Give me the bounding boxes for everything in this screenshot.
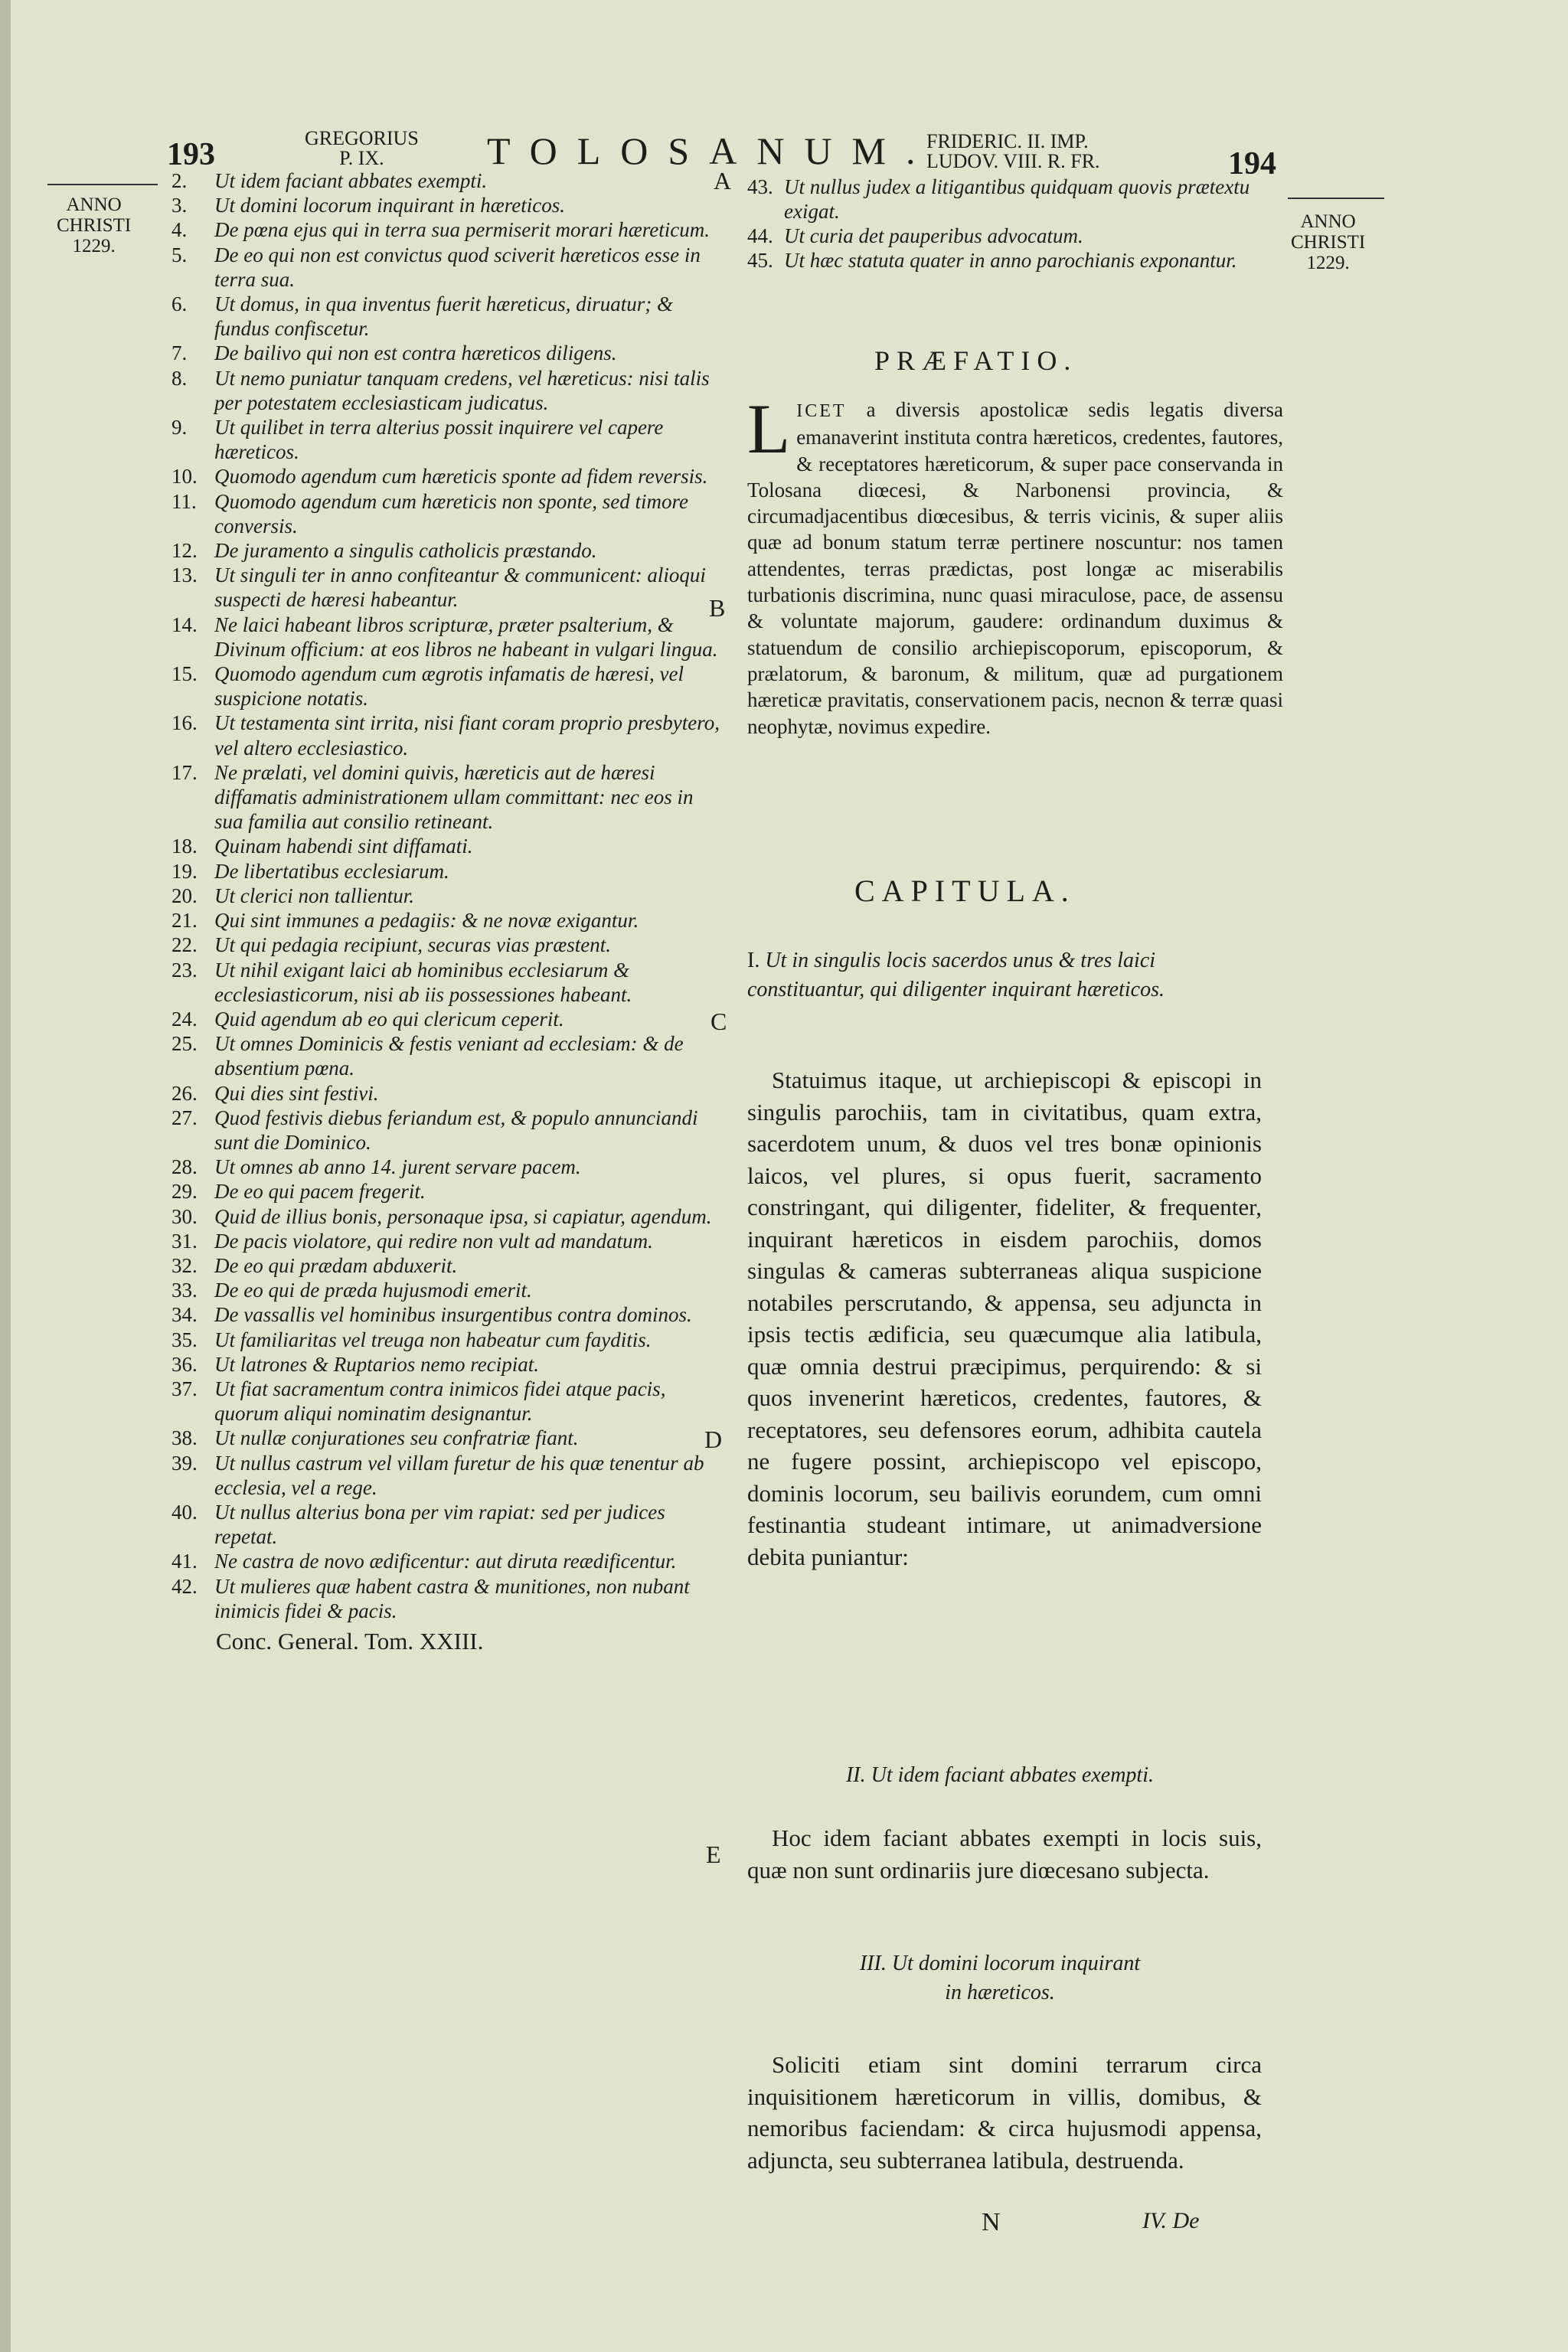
toc-entry-number: 35. <box>172 1328 198 1351</box>
capitula-list-right <box>747 175 1283 273</box>
toc-entry-number: 24. <box>172 1007 198 1031</box>
toc-entry <box>172 168 723 193</box>
toc-entry-number: 6. <box>172 292 188 316</box>
year-label: 1229. <box>72 236 116 256</box>
praefatio-heading: PRÆFATIO. <box>874 345 1078 376</box>
toc-entry-number: 10. <box>172 465 198 488</box>
toc-entry-number: 17. <box>172 760 198 784</box>
toc-entry-number: 37. <box>172 1377 198 1400</box>
toc-entry-text: Quomodo agendum cum hæreticis non sponte, sed timore conversis. <box>214 489 688 537</box>
toc-entry <box>172 341 723 365</box>
toc-entry-text: Ne castra de novo ædificentur: aut diruta reædificentur. <box>214 1550 677 1573</box>
ruler-2: LUDOV. VIII. R. FR. <box>926 150 1100 172</box>
page-number-left: 193 <box>167 137 215 172</box>
toc-entry-number: 44. <box>747 224 773 247</box>
toc-entry <box>172 1253 723 1278</box>
toc-entry-text: Ut domus, in qua inventus fuerit hæreticus, diruatur; & fundus confiscetur. <box>214 292 673 341</box>
toc-entry-number: 7. <box>172 341 188 365</box>
toc-entry-text: Ut mulieres quæ habent castra & munitiones, non nubant inimicis fidei & pacis. <box>214 1574 690 1622</box>
chapter-2-text: Hoc idem faciant abbates exempti in locis suis, quæ non sunt ordinariis jure diœcesano subjecta. <box>747 1824 1262 1883</box>
page-number-right: 194 <box>1228 146 1276 181</box>
chapter-3-text: Soliciti etiam sint domini terrarum circa inquisitionem hæreticorum in villis, domibus, & nemoribus faciendam: & circa hujusmodi appensa, adjuncta, seu subterranea latibula, destruenda. <box>747 2051 1262 2174</box>
toc-entry-number: 28. <box>172 1155 198 1179</box>
toc-entry-text: Ut nullus alterius bona per vim rapiat: sed per judices repetat. <box>214 1500 665 1549</box>
toc-entry-number: 12. <box>172 539 198 563</box>
toc-entry-number: 34. <box>172 1303 198 1327</box>
praefatio-paragraph <box>747 390 1283 740</box>
toc-entry-number: 43. <box>747 175 773 198</box>
toc-entry-text: Ut nihil exigant laici ab hominibus ecclesiarum & ecclesiasticorum, nisi ab iis possessiones habeant. <box>214 958 632 1006</box>
toc-entry-text: Quod festivis diebus feriandum est, & populo annunciandi sunt die Dominico. <box>214 1106 698 1154</box>
toc-entry-text: Ut latrones & Ruptarios nemo recipiat. <box>214 1352 539 1376</box>
toc-entry <box>172 217 723 242</box>
margin-letter-d: D <box>704 1426 723 1453</box>
chapter-1-number: I. <box>747 949 760 972</box>
toc-entry-text: De pœna ejus qui in terra sua permiserit morari hæreticum. <box>214 218 710 242</box>
toc-entry-text: Ut hæc statuta quater in anno parochianis exponantur. <box>784 249 1237 272</box>
toc-entry-number: 11. <box>172 489 197 513</box>
margin-letter-c: C <box>710 1008 727 1035</box>
christi-label: CHRISTI <box>57 215 132 236</box>
toc-entry <box>172 1007 723 1031</box>
toc-entry <box>172 243 723 292</box>
chapter-1-title-text: Ut in singulis locis sacerdos unus & tres laici constituantur, qui diligenter inquirant hæreticos. <box>747 949 1165 1001</box>
toc-entry-number: 22. <box>172 933 198 957</box>
toc-entry-text: Quid agendum ab eo qui clericum ceperit. <box>214 1007 564 1031</box>
toc-entry <box>172 563 723 612</box>
toc-entry-text: Ut nullæ conjurationes seu confratriæ fiant. <box>214 1426 579 1450</box>
toc-entry <box>172 1302 723 1327</box>
toc-entry-number: 25. <box>172 1032 198 1056</box>
toc-entry-text: Ut nullus judex a litigantibus quidquam quovis prætextu exigat. <box>784 175 1250 223</box>
toc-entry-number: 14. <box>172 612 198 636</box>
toc-entry <box>172 1426 723 1450</box>
toc-entry-number: 18. <box>172 835 198 858</box>
toc-entry <box>172 489 723 538</box>
toc-entry-text: Ut domini locorum inquirant in hæreticos. <box>214 194 565 217</box>
anno-label: ANNO <box>1300 211 1356 232</box>
toc-entry <box>172 1377 723 1426</box>
catchword: IV. De <box>1142 2208 1200 2233</box>
chapter-3-title-line-2: in hæreticos. <box>945 1981 1055 2004</box>
dropcap-letter: L <box>747 390 791 468</box>
toc-entry <box>172 1500 723 1549</box>
praefatio-body: a diversis apostolicæ sedis legatis diversa emanaverint instituta contra hæreticos, credentes, fautores, & receptatores hæreticorum, & super pace conservanda in Tolosana diœcesi, & Narbonensi provincia, & circumadjacentibus diœcesibus, & terris vicinis, & super aliis quæ ad bonum statum terræ pertinere noscuntur: nos tamen attendentes, terras prædictas, post longæ ac miserabilis turbationis discrimina, nunc quasi miraculose, pace, de assensu & voluntate majorum, gaudere: ordinandum duximus & statuendum de consilio archiepiscoporum, episcoporum, & prælatorum, & baronum, & militum, quæ ad purgationem hæreticæ pravitatis, conservationem pacis, necnon & terræ quasi neophytæ, novimus expedire. <box>747 398 1283 738</box>
chapter-3-title <box>747 1949 1253 2007</box>
volume-footer: Conc. General. Tom. XXIII. <box>216 1628 484 1655</box>
toc-entry-number: 16. <box>172 711 198 735</box>
toc-entry <box>172 1229 723 1253</box>
margin-letter-a: A <box>714 167 732 194</box>
toc-entry-text: Ut testamenta sint irrita, nisi fiant coram proprio presbytero, vel altero ecclesiastico. <box>214 711 720 760</box>
toc-entry-number: 19. <box>172 859 198 883</box>
toc-entry-number: 39. <box>172 1451 198 1475</box>
toc-entry-text: De eo qui non est convictus quod sciverit hæreticos esse in terra sua. <box>214 243 701 291</box>
signature-mark: N <box>982 2208 1001 2236</box>
toc-entry <box>747 248 1283 273</box>
toc-entry-number: 33. <box>172 1279 198 1302</box>
toc-entry <box>172 193 723 217</box>
toc-entry-text: Quid de illius bonis, personaque ipsa, si capiatur, agendum. <box>214 1204 712 1228</box>
toc-entry-number: 9. <box>172 416 188 439</box>
toc-entry <box>172 958 723 1007</box>
toc-entry <box>172 538 723 563</box>
margin-rule-left <box>47 184 158 185</box>
toc-entry <box>172 1081 723 1106</box>
book-page <box>11 0 1568 2352</box>
toc-entry <box>172 884 723 908</box>
toc-entry-number: 3. <box>172 194 188 217</box>
toc-entry <box>172 760 723 835</box>
ruler-1: FRIDERIC. II. IMP. <box>926 130 1089 152</box>
toc-entry-number: 23. <box>172 958 198 982</box>
toc-entry <box>172 933 723 957</box>
toc-entry <box>172 1574 723 1623</box>
toc-entry-text: Ne laici habeant libros scripturæ, præter psalterium, & Divinum officium: at eos libros ne habeant in vulgari lingua. <box>214 612 718 661</box>
toc-entry <box>172 1352 723 1377</box>
toc-entry <box>172 366 723 415</box>
toc-entry-text: Ut omnes Dominicis & festis veniant ad ecclesiam: & de absentium pœna. <box>214 1032 684 1080</box>
toc-entry-text: De libertatibus ecclesiarum. <box>214 859 449 883</box>
toc-entry-text: Qui dies sint festivi. <box>214 1081 379 1105</box>
toc-entry <box>172 908 723 933</box>
toc-entry <box>747 175 1283 224</box>
toc-entry <box>172 1204 723 1229</box>
year-label: 1229. <box>1306 253 1350 273</box>
praefatio-first-word: ICET <box>796 401 847 421</box>
margin-rule-right <box>1288 198 1384 199</box>
toc-entry-number: 21. <box>172 909 198 933</box>
toc-entry-text: De bailivo qui non est contra hæreticos diligens. <box>214 341 617 365</box>
toc-entry <box>172 1328 723 1352</box>
toc-entry <box>172 1031 723 1080</box>
toc-entry-text: Ut idem faciant abbates exempti. <box>214 169 488 192</box>
toc-entry <box>172 464 723 488</box>
toc-entry-number: 8. <box>172 366 188 390</box>
toc-entry <box>172 292 723 341</box>
toc-entry <box>172 859 723 884</box>
toc-entry <box>172 1106 723 1155</box>
toc-entry-text: De eo qui prædam abduxerit. <box>214 1253 458 1277</box>
pontiff-name: GREGORIUS <box>305 127 419 149</box>
chapter-1-text: Statuimus itaque, ut archiepiscopi & episcopi in singulis parochiis, tam in civitatibus, quam extra, sacerdotem unum, & duos vel tres bonæ opinionis laicos, vel plures, si opus fuerit, sacramento constringant, qui diligenter, fideliter, & frequenter, inquirant hæreticos in eisdem parochiis, domos singulas & cameras subterraneas aliqua suspicione notabiles perscrutando, & appensa, seu adjuncta in ipsis tectis ædificia, seu quæcumque alia latibula, quæ omnia destrui præcipimus, perquirendo: & si quos invenerint hæreticos, credentes, fautores, & receptatores, seu defensores eorum, adhibita cautela ne fugere possint, archiepiscopo vel episcopo, dominis locorum, seu bailivis eorundem, cum omni festinantia studeant intimare, ut animadversione debita puniantur: <box>747 1067 1262 1570</box>
binding-gutter <box>0 0 11 2352</box>
chapter-3-title-line-1: III. Ut domini locorum inquirant <box>859 1952 1141 1975</box>
anno-label: ANNO <box>66 194 122 215</box>
running-head-rulers <box>926 132 1100 172</box>
running-head-pontiff <box>305 129 419 168</box>
toc-entry-text: De pacis violatore, qui redire non vult ad mandatum. <box>214 1229 653 1253</box>
toc-entry <box>172 1278 723 1302</box>
toc-entry-number: 4. <box>172 218 188 242</box>
pontiff-number: P. IX. <box>339 147 384 169</box>
margin-letter-b: B <box>709 594 726 622</box>
toc-entry-number: 40. <box>172 1500 198 1524</box>
toc-entry-number: 31. <box>172 1229 198 1253</box>
toc-entry-text: Quinam habendi sint diffamati. <box>214 835 473 858</box>
anno-christi-left <box>57 194 131 256</box>
toc-entry-number: 32. <box>172 1253 198 1277</box>
toc-entry <box>172 1549 723 1573</box>
toc-entry <box>172 834 723 858</box>
toc-entry-text: Qui sint immunes a pedagiis: & ne novæ exigantur. <box>214 909 639 933</box>
toc-entry-text: De juramento a singulis catholicis præstando. <box>214 539 597 563</box>
toc-entry-number: 41. <box>172 1550 198 1573</box>
toc-entry-text: Ut qui pedagia recipiunt, securas vias præstent. <box>214 933 611 957</box>
toc-entry-text: De eo qui pacem fregerit. <box>214 1180 426 1204</box>
toc-entry-text: Ut omnes ab anno 14. jurent servare pacem. <box>214 1155 581 1179</box>
toc-entry-number: 36. <box>172 1352 198 1376</box>
toc-entry-text: Ut quilibet in terra alterius possit inquirere vel capere hæreticos. <box>214 416 664 464</box>
toc-entry-text: Ut familiaritas vel treuga non habeatur cum fayditis. <box>214 1328 652 1351</box>
toc-entry-text: Ut clerici non tallientur. <box>214 884 414 907</box>
toc-entry-number: 45. <box>747 249 773 272</box>
toc-entry-number: 5. <box>172 243 188 266</box>
toc-entry-number: 27. <box>172 1106 198 1129</box>
toc-entry-text: Ut nullus castrum vel villam furetur de his quæ tenentur ab ecclesia, vel a rege. <box>214 1451 704 1499</box>
toc-entry-text: Quomodo agendum cum hæreticis sponte ad fidem reversis. <box>214 465 708 488</box>
toc-entry-number: 38. <box>172 1426 198 1450</box>
toc-entry-number: 2. <box>172 169 188 192</box>
toc-entry-text: Ut curia det pauperibus advocatum. <box>784 224 1083 247</box>
toc-entry <box>172 710 723 760</box>
toc-entry-number: 30. <box>172 1204 198 1228</box>
toc-entry <box>172 1451 723 1500</box>
toc-entry-number: 42. <box>172 1574 198 1598</box>
capitula-heading: CAPITULA. <box>854 874 1076 908</box>
chapter-2-title: II. Ut idem faciant abbates exempti. <box>845 1763 1154 1787</box>
toc-entry-number: 13. <box>172 564 198 587</box>
christi-label: CHRISTI <box>1291 232 1366 253</box>
toc-entry <box>747 224 1283 248</box>
toc-entry-number: 26. <box>172 1081 198 1105</box>
capitula-list-left <box>172 168 726 1623</box>
toc-entry <box>172 612 723 662</box>
toc-entry-text: Ut singuli ter in anno confiteantur & communicent: alioqui suspecti de hæresi habeantur. <box>214 564 706 612</box>
page-title: TOLOSANUM. <box>487 129 936 172</box>
toc-entry-number: 20. <box>172 884 198 907</box>
toc-entry-number: 29. <box>172 1180 198 1204</box>
chapter-1-title <box>747 946 1249 1004</box>
toc-entry-text: De eo qui de præda hujusmodi emerit. <box>214 1279 532 1302</box>
toc-entry-text: Ut fiat sacramentum contra inimicos fidei atque pacis, quorum aliqui nominatim designantur. <box>214 1377 666 1426</box>
toc-entry-number: 15. <box>172 662 198 686</box>
toc-entry-text: Ne prælati, vel domini quivis, hæreticis aut de hæresi diffamatis administrationem ullam committant: nec eos in sua familia aut consilio retineant. <box>214 760 694 834</box>
anno-christi-right <box>1291 211 1365 273</box>
toc-entry-text: Ut nemo puniatur tanquam credens, vel hæreticus: nisi talis per potestatem ecclesiasticam judicatus. <box>214 366 710 414</box>
toc-entry <box>172 662 723 710</box>
toc-entry-text: De vassallis vel hominibus insurgentibus contra dominos. <box>214 1303 692 1327</box>
toc-entry <box>172 1155 723 1179</box>
toc-entry-text: Quomodo agendum cum ægrotis infamatis de hæresi, vel suspicione notatis. <box>214 662 684 710</box>
toc-entry <box>172 415 723 464</box>
margin-letter-e: E <box>706 1841 721 1868</box>
toc-entry <box>172 1179 723 1204</box>
